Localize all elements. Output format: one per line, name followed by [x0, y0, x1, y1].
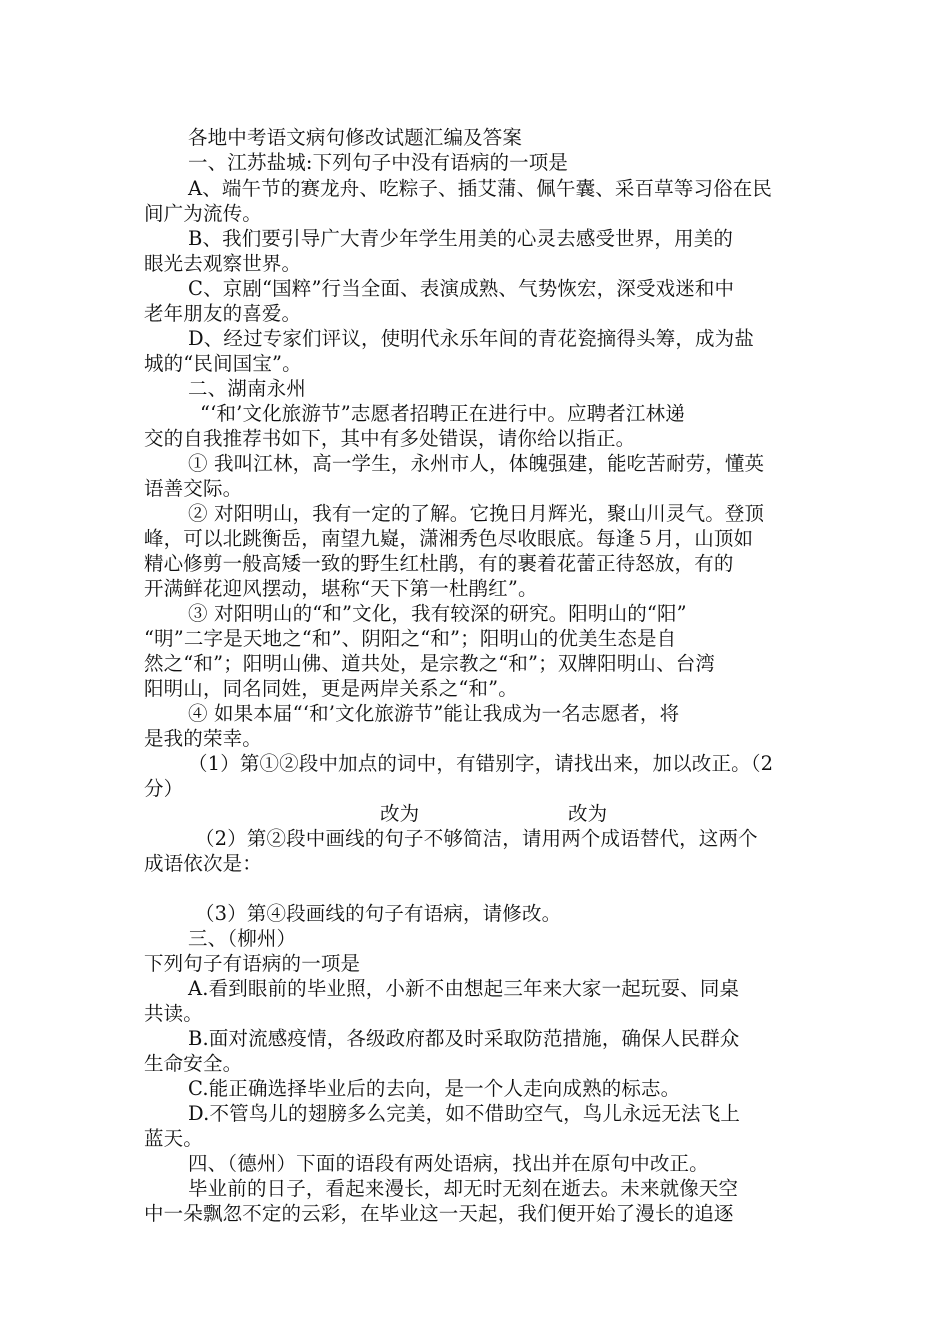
question-line: 成语依次是：: [144, 852, 262, 875]
paragraph-line: 然之“和”；阳明山佛、道共处，是宗教之“和”；双牌阳明山、台湾: [144, 652, 716, 675]
paragraph-line: D.不管鸟儿的翅膀多么完美，如不借助空气，鸟儿永远无法飞上: [188, 1102, 740, 1125]
paragraph-line: 毕业前的日子，看起来漫长，却无时无刻在逝去。未来就像天空: [188, 1177, 739, 1200]
paragraph-line: B、我们要引导广大青少年学生用美的心灵去感受世界，用美的: [188, 227, 734, 250]
paragraph-line: 开满鲜花迎风摆动，堪称“天下第一杜鹃红”。: [144, 577, 538, 600]
paragraph-line: C.能正确选择毕业后的去向，是一个人走向成熟的标志。: [188, 1077, 681, 1100]
paragraph-line: 下列句子有语病的一项是: [144, 952, 361, 975]
paragraph-line: C、京剧“国粹”行当全面、表演成熟、气势恢宏，深受戏迷和中: [188, 277, 735, 300]
section-heading: 三、（柳州）: [188, 927, 297, 950]
paragraph-line: ① 我叫江林，高一学生，永州市人，体魄强建，能吃苦耐劳，懂英: [188, 452, 765, 475]
paragraph-line: 间广为流传。: [144, 202, 262, 225]
question-line: 分）: [144, 777, 184, 800]
paragraph-line: 是我的荣幸。: [144, 727, 262, 750]
paragraph-line: 交的自我推荐书如下，其中有多处错误，请你给以指正。: [144, 427, 636, 450]
section-heading: 四、（德州）下面的语段有两处语病，找出并在原句中改正。: [188, 1152, 709, 1175]
question-line: （2）第②段中画线的句子不够简洁，请用两个成语替代，这两个: [195, 827, 758, 850]
paragraph-line: 共读。: [144, 1002, 203, 1025]
question-line: （3）第④段画线的句子有语病，请修改。: [195, 902, 562, 925]
paragraph-line: 语善交际。: [144, 477, 243, 500]
paragraph-line: A.看到眼前的毕业照，小新不由想起三年来大家一起玩耍、同桌: [188, 977, 740, 1000]
paragraph-line: A、端午节的赛龙舟、吃粽子、插艾蒲、佩午囊、采百草等习俗在民: [188, 177, 773, 200]
paragraph-line: B.面对流感疫情，各级政府都及时采取防范措施，确保人民群众: [188, 1027, 740, 1050]
document-title: 各地中考语文病句修改试题汇编及答案: [188, 126, 523, 149]
paragraph-line: 中一朵飘忽不定的云彩，在毕业这一天起，我们便开始了漫长的追逐: [144, 1202, 734, 1225]
question-line: （1）第①②段中加点的词中，有错别字，请找出来，加以改正。（2: [188, 752, 774, 775]
paragraph-line: 城的“民间国宝”。: [144, 352, 302, 375]
paragraph-line: 阳明山，同名同姓，更是两岸关系之“和”。: [144, 677, 518, 700]
paragraph-line: “明”二字是天地之“和”、阴阳之“和”；阳明山的优美生态是自: [144, 627, 677, 650]
paragraph-line: 蓝天。: [144, 1127, 203, 1150]
paragraph-line: ② 对阳明山，我有一定的了解。它挽日月辉光，聚山川灵气。登顶: [188, 502, 765, 525]
paragraph-line: ③ 对阳明山的“和”文化，我有较深的研究。阳明山的“阳”: [188, 602, 687, 625]
paragraph-line: ④ 如果本届“‘和’文化旅游节”能让我成为一名志愿者，将: [188, 702, 680, 725]
correction-blank-1: 改为: [380, 802, 420, 825]
paragraph-line: 眼光去观察世界。: [144, 252, 302, 275]
correction-blank-2: 改为: [568, 802, 608, 825]
paragraph-line: 峰，可以北跳衡岳，南望九嶷，潇湘秀色尽收眼底。每逢５月，山顶如: [144, 527, 754, 550]
paragraph-line: D、经过专家们评议，使明代永乐年间的青花瓷摘得头筹，成为盐: [188, 327, 754, 350]
paragraph-line: 老年朋友的喜爱。: [144, 302, 302, 325]
paragraph-line: “‘和’文化旅游节”志愿者招聘正在进行中。应聘者江林递: [200, 402, 685, 425]
section-heading: 一、江苏盐城:下列句子中没有语病的一项是: [188, 151, 569, 174]
section-heading: 二、湖南永州: [188, 377, 306, 400]
paragraph-line: 生命安全。: [144, 1052, 243, 1075]
paragraph-line: 精心修剪一般高矮一致的野生红杜鹃，有的裹着花蕾正待怒放，有的: [144, 552, 734, 575]
